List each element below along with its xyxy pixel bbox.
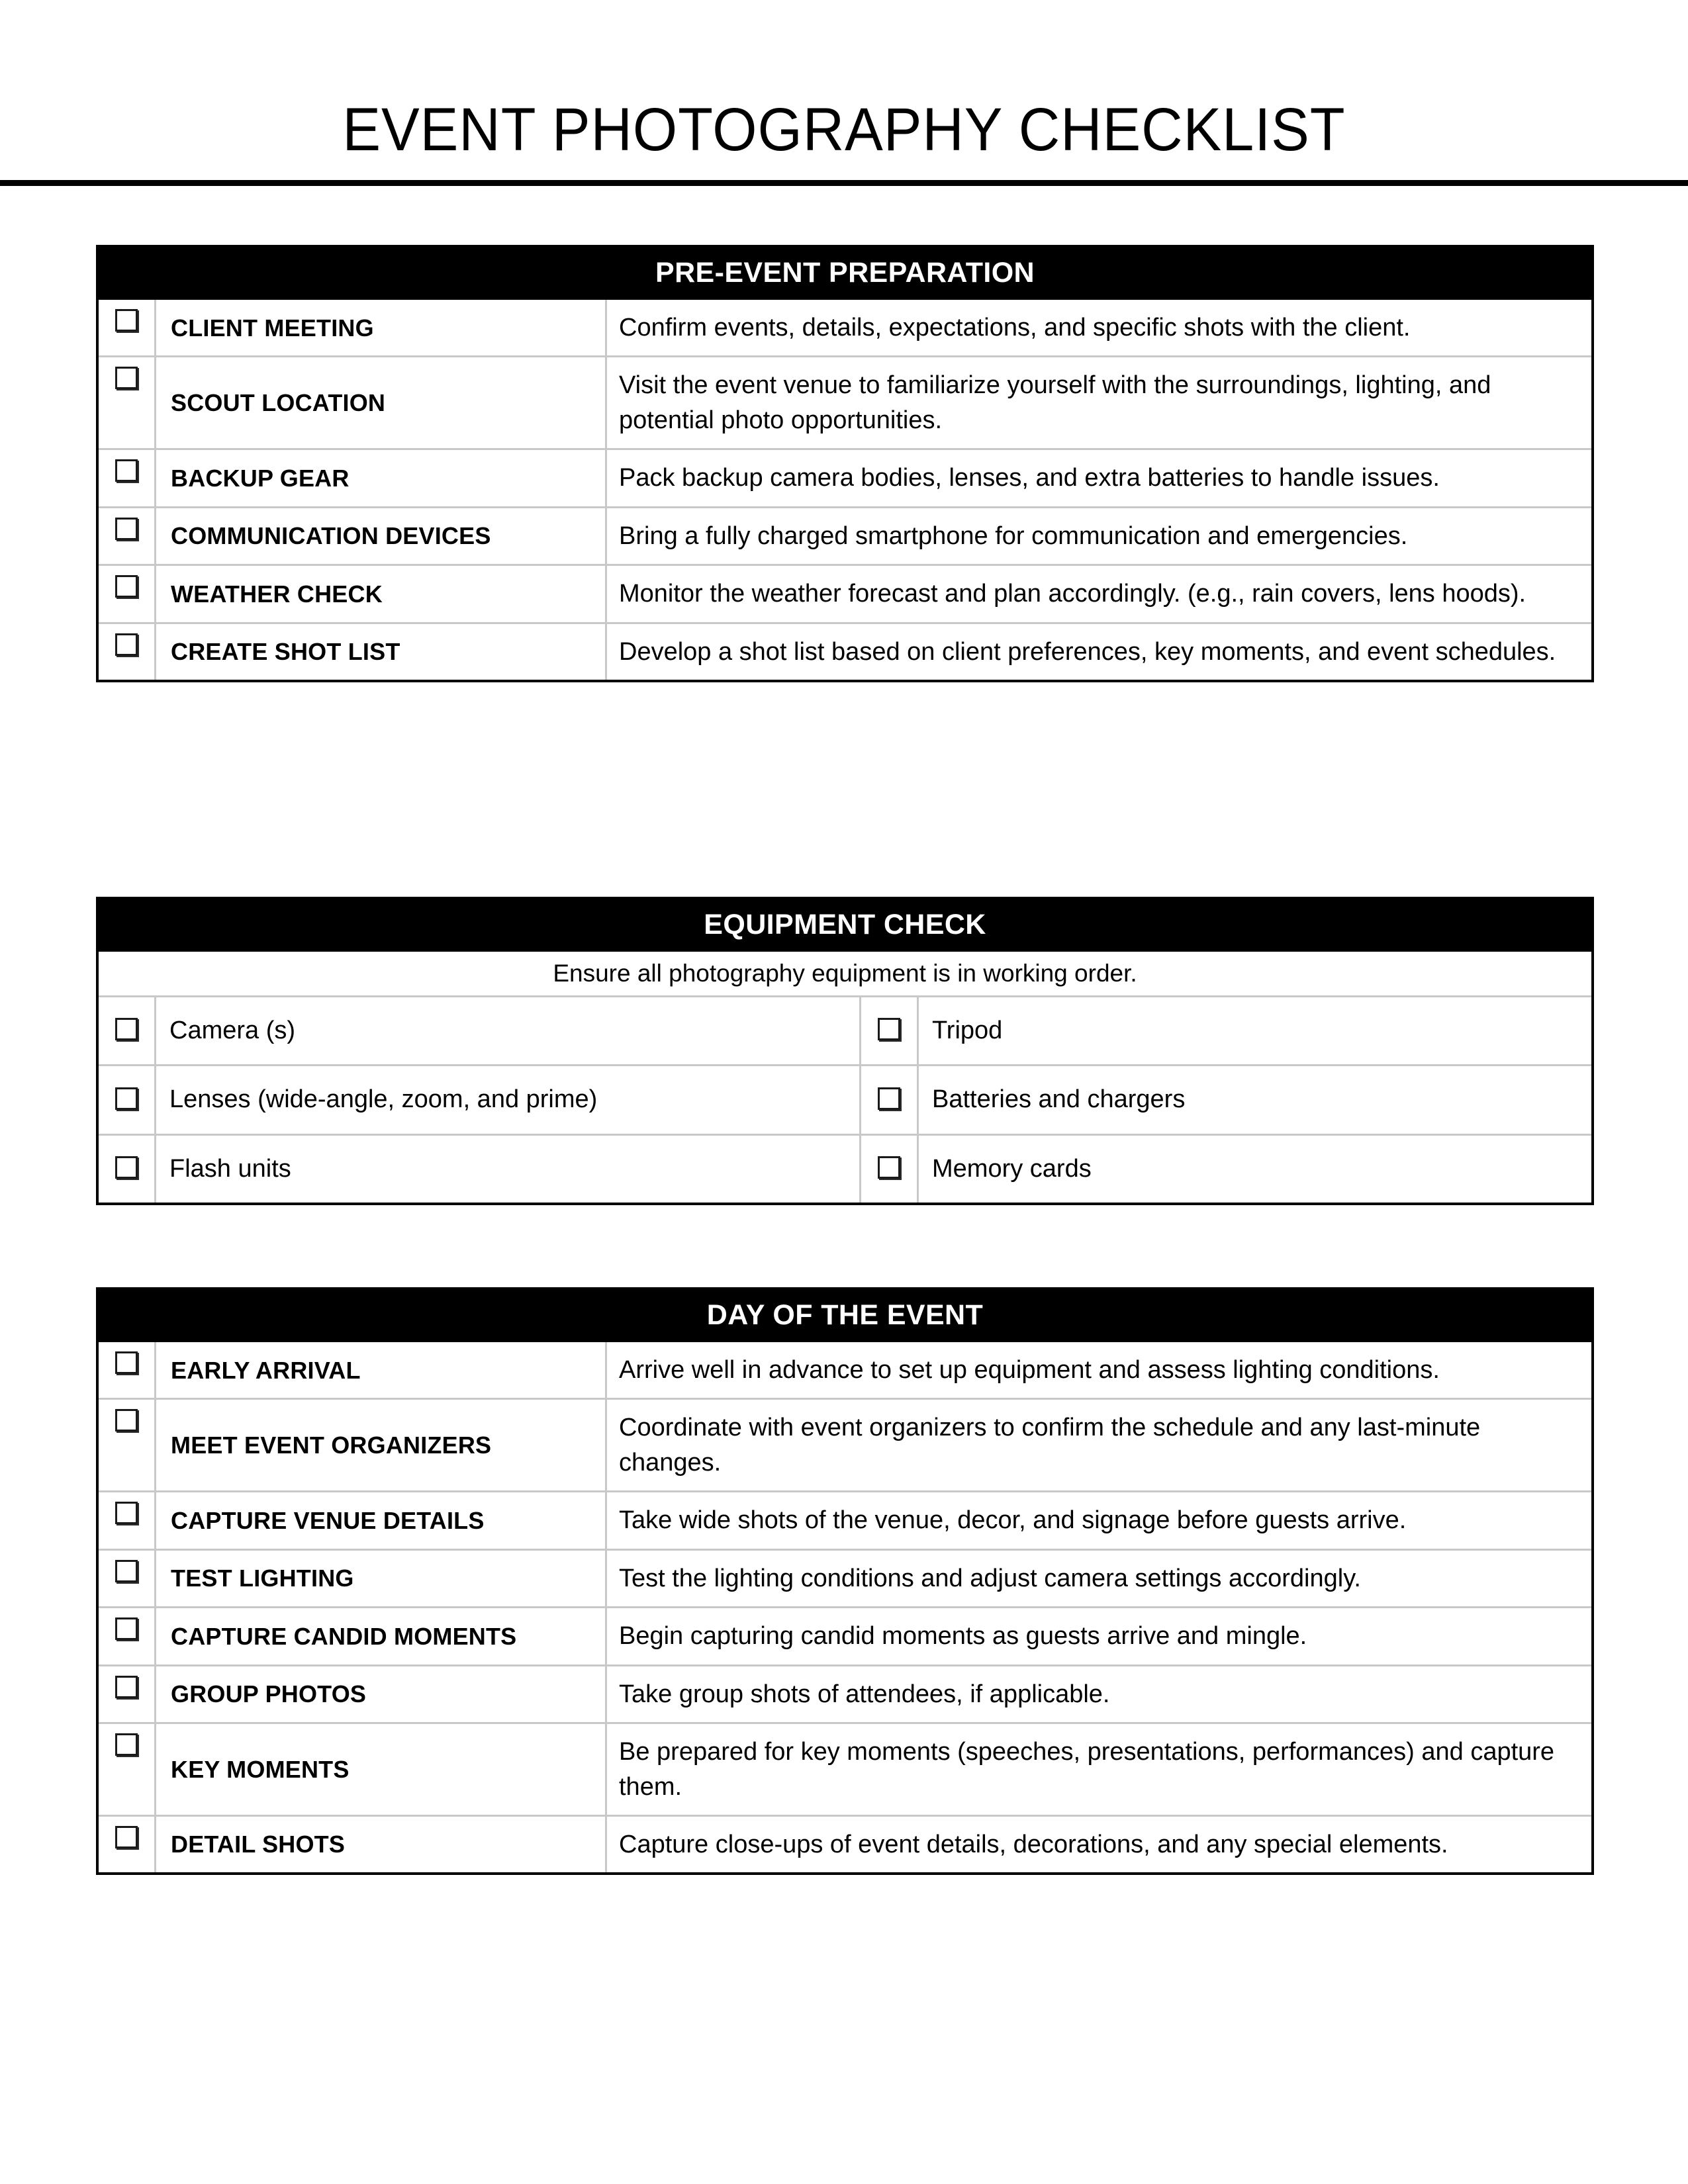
- empty-checkbox-icon[interactable]: [115, 1087, 138, 1110]
- section-day-of-the-event: [96, 1287, 1594, 1875]
- task-label: DETAIL SHOTS: [156, 1815, 606, 1872]
- checkbox-cell[interactable]: [99, 1492, 156, 1549]
- checkbox-cell[interactable]: [99, 507, 156, 565]
- table-row: [99, 357, 1591, 449]
- empty-checkbox-icon[interactable]: [115, 633, 138, 656]
- table-row: [99, 1723, 1591, 1816]
- empty-checkbox-icon[interactable]: [115, 1676, 138, 1698]
- table-row: [99, 449, 1591, 507]
- task-label: WEATHER CHECK: [156, 565, 606, 623]
- table-row: [99, 507, 1591, 565]
- empty-checkbox-icon[interactable]: [115, 309, 138, 332]
- task-label: GROUP PHOTOS: [156, 1665, 606, 1723]
- checkbox-cell[interactable]: [99, 623, 156, 680]
- equipment-row: [99, 997, 1591, 1066]
- empty-checkbox-icon[interactable]: [115, 367, 138, 389]
- checkbox-cell[interactable]: [99, 1608, 156, 1665]
- task-label: BACKUP GEAR: [156, 449, 606, 507]
- task-description: Bring a fully charged smartphone for communication and emergencies.: [606, 507, 1592, 565]
- table-row: [99, 1665, 1591, 1723]
- section-subtitle-equipment-check: Ensure all photography equipment is in working order.: [99, 952, 1591, 997]
- empty-checkbox-icon[interactable]: [115, 1617, 138, 1640]
- checkbox-cell[interactable]: [99, 1723, 156, 1816]
- task-label: KEY MOMENTS: [156, 1723, 606, 1816]
- page-title-area: [0, 0, 1688, 163]
- checkbox-cell[interactable]: [99, 565, 156, 623]
- task-description: Confirm events, details, expectations, and specific shots with the client.: [606, 300, 1592, 357]
- table-row: [99, 1492, 1591, 1549]
- empty-checkbox-icon[interactable]: [115, 1156, 138, 1179]
- checkbox-cell[interactable]: [861, 997, 918, 1066]
- task-label: CAPTURE CANDID MOMENTS: [156, 1608, 606, 1665]
- table-row: [99, 623, 1591, 680]
- checkbox-cell[interactable]: [99, 357, 156, 449]
- equipment-row: [99, 1066, 1591, 1134]
- equipment-row: [99, 1134, 1591, 1203]
- task-label: COMMUNICATION DEVICES: [156, 507, 606, 565]
- equipment-item-label: Lenses (wide-angle, zoom, and prime): [156, 1066, 861, 1134]
- task-table-pre-event-preparation: [99, 300, 1591, 680]
- table-row: [99, 565, 1591, 623]
- checkbox-cell[interactable]: [861, 1066, 918, 1134]
- equipment-item-label: Flash units: [156, 1134, 861, 1203]
- equipment-item-label: Tripod: [918, 997, 1592, 1066]
- task-description: Visit the event venue to familiarize yourself with the surroundings, lighting, and potential photo opportunities.: [606, 357, 1592, 449]
- empty-checkbox-icon[interactable]: [878, 1018, 900, 1040]
- task-description: Test the lighting conditions and adjust camera settings accordingly.: [606, 1549, 1592, 1607]
- task-label: SCOUT LOCATION: [156, 357, 606, 449]
- checkbox-cell[interactable]: [99, 1665, 156, 1723]
- section-header-pre-event-preparation: PRE-EVENT PREPARATION: [99, 248, 1591, 300]
- checkbox-cell[interactable]: [99, 1549, 156, 1607]
- task-label: EARLY ARRIVAL: [156, 1342, 606, 1399]
- equipment-item-label: Batteries and chargers: [918, 1066, 1592, 1134]
- table-row: [99, 1549, 1591, 1607]
- section-equipment-check: [96, 897, 1594, 1205]
- checkbox-cell[interactable]: [99, 300, 156, 357]
- task-description: Begin capturing candid moments as guests arrive and mingle.: [606, 1608, 1592, 1665]
- task-description: Develop a shot list based on client preferences, key moments, and event schedules.: [606, 623, 1592, 680]
- empty-checkbox-icon[interactable]: [115, 1826, 138, 1848]
- empty-checkbox-icon[interactable]: [115, 459, 138, 482]
- checkbox-cell[interactable]: [99, 449, 156, 507]
- section-header-day-of-the-event: DAY OF THE EVENT: [99, 1290, 1591, 1342]
- task-label: MEET EVENT ORGANIZERS: [156, 1399, 606, 1492]
- task-description: Arrive well in advance to set up equipment and assess lighting conditions.: [606, 1342, 1592, 1399]
- empty-checkbox-icon[interactable]: [115, 1018, 138, 1040]
- task-description: Coordinate with event organizers to confirm the schedule and any last-minute changes.: [606, 1399, 1592, 1492]
- task-label: CLIENT MEETING: [156, 300, 606, 357]
- title-divider-rule: [0, 180, 1688, 186]
- empty-checkbox-icon[interactable]: [115, 1351, 138, 1374]
- table-row: [99, 1608, 1591, 1665]
- task-description: Take wide shots of the venue, decor, and signage before guests arrive.: [606, 1492, 1592, 1549]
- equipment-grid: [99, 997, 1591, 1203]
- empty-checkbox-icon[interactable]: [115, 1502, 138, 1524]
- checkbox-cell[interactable]: [99, 1066, 156, 1134]
- table-row: [99, 300, 1591, 357]
- checkbox-cell[interactable]: [861, 1134, 918, 1203]
- checkbox-cell[interactable]: [99, 997, 156, 1066]
- page-title: EVENT PHOTOGRAPHY CHECKLIST: [342, 96, 1346, 163]
- empty-checkbox-icon[interactable]: [115, 1560, 138, 1582]
- empty-checkbox-icon[interactable]: [878, 1156, 900, 1179]
- empty-checkbox-icon[interactable]: [878, 1087, 900, 1110]
- checkbox-cell[interactable]: [99, 1342, 156, 1399]
- task-description: Take group shots of attendees, if applicable.: [606, 1665, 1592, 1723]
- checkbox-cell[interactable]: [99, 1815, 156, 1872]
- table-row: [99, 1399, 1591, 1492]
- empty-checkbox-icon[interactable]: [115, 518, 138, 540]
- task-label: CAPTURE VENUE DETAILS: [156, 1492, 606, 1549]
- checkbox-cell[interactable]: [99, 1134, 156, 1203]
- table-row: [99, 1342, 1591, 1399]
- empty-checkbox-icon[interactable]: [115, 575, 138, 598]
- task-description: Capture close-ups of event details, decorations, and any special elements.: [606, 1815, 1592, 1872]
- table-row: [99, 1815, 1591, 1872]
- equipment-item-label: Memory cards: [918, 1134, 1592, 1203]
- section-pre-event-preparation: [96, 245, 1594, 682]
- section-header-equipment-check: EQUIPMENT CHECK: [99, 899, 1591, 952]
- equipment-item-label: Camera (s): [156, 997, 861, 1066]
- checkbox-cell[interactable]: [99, 1399, 156, 1492]
- task-table-day-of-the-event: [99, 1342, 1591, 1872]
- task-description: Monitor the weather forecast and plan accordingly. (e.g., rain covers, lens hoods).: [606, 565, 1592, 623]
- task-description: Be prepared for key moments (speeches, presentations, performances) and capture them.: [606, 1723, 1592, 1816]
- empty-checkbox-icon[interactable]: [115, 1733, 138, 1756]
- empty-checkbox-icon[interactable]: [115, 1409, 138, 1432]
- task-label: CREATE SHOT LIST: [156, 623, 606, 680]
- task-description: Pack backup camera bodies, lenses, and extra batteries to handle issues.: [606, 449, 1592, 507]
- task-label: TEST LIGHTING: [156, 1549, 606, 1607]
